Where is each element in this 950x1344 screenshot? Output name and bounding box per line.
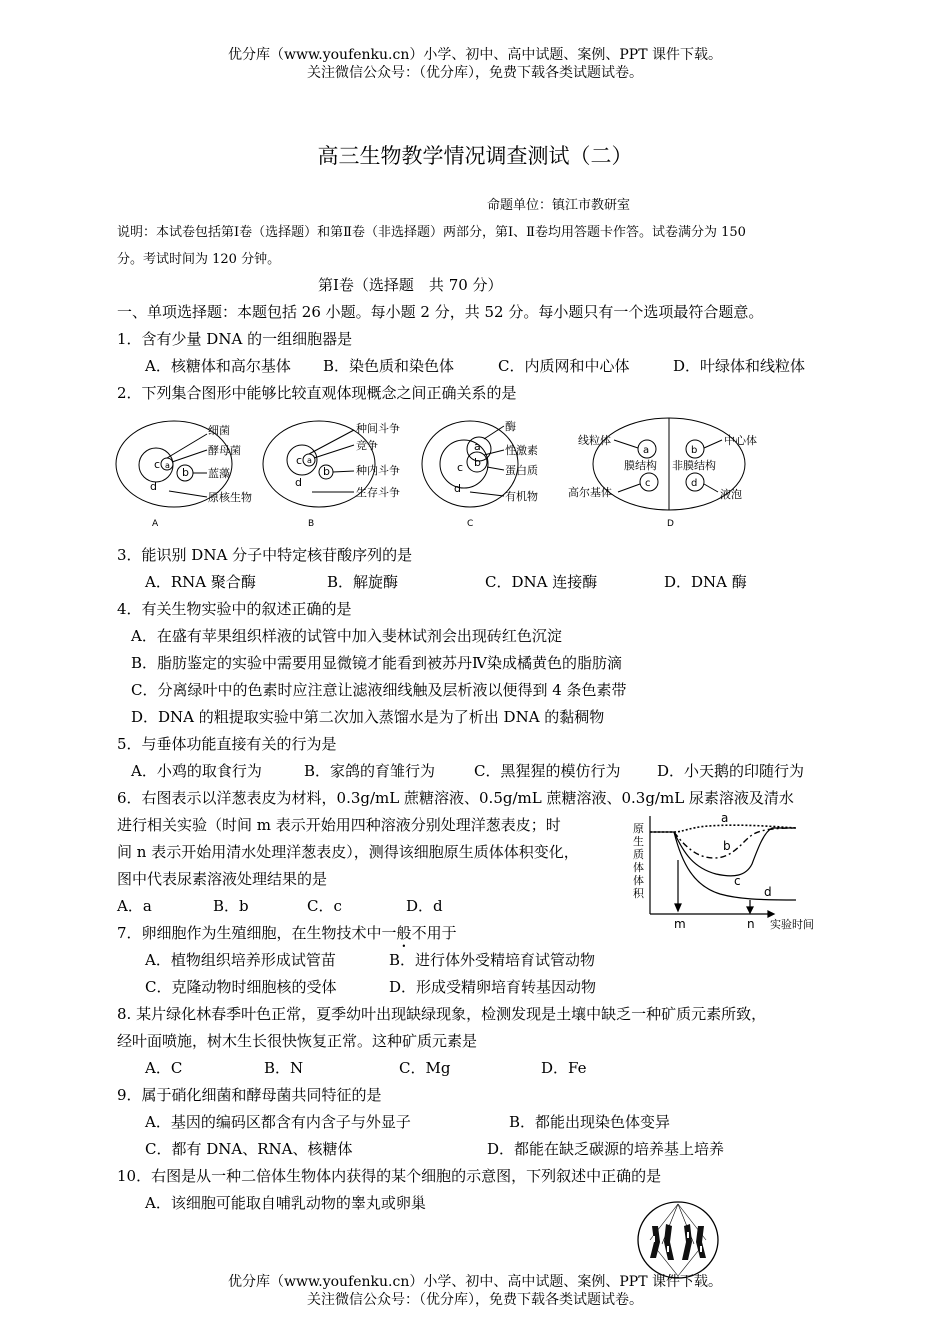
marker-n-label: n: [747, 917, 755, 931]
fig-a-label-4: 原核生物: [208, 491, 252, 504]
fig-a-label-2: 酵母菌: [208, 444, 241, 457]
q3-option-b: B．解旋酶: [327, 573, 399, 591]
q7-option-d: D．形成受精卵培育转基因动物: [389, 978, 597, 996]
fig-b-label-3: 种内斗争: [356, 464, 400, 477]
q3-stem: 3．能识别 DNA 分子中特定核苷酸序列的是: [117, 546, 413, 564]
fig-d-label-3: 高尔基体: [568, 486, 612, 499]
q9-option-b: B．都能出现染色体变异: [509, 1113, 671, 1131]
graph-ylabel-6: 积: [633, 887, 644, 900]
q6-stem-4: 图中代表尿素溶液处理结果的是: [117, 870, 328, 888]
q4-stem: 4．有关生物实验中的叙述正确的是: [117, 600, 352, 618]
q6-stem-1: 6．右图表示以洋葱表皮为材料，0.3g/mL 蔗糖溶液、0.5g/mL 蔗糖溶液、0.3g/mL 尿素溶液及清水: [117, 789, 794, 807]
q2-venn-figures: [112, 412, 772, 532]
q7-stem-pre: 7．卵细胞作为生殖细胞，在生物技术中一: [117, 924, 397, 942]
part-heading: 一、单项选择题：本题包括 26 小题。每小题 2 分，共 52 分。每小题只有一个选项最符合题意。: [117, 303, 764, 321]
fig-d-letter-d: d: [691, 478, 698, 489]
fig-c-letter-d: d: [454, 482, 461, 495]
header-line-2: 关注微信公众号：（优分库），免费下载各类试题试卷。: [307, 65, 643, 81]
q9-option-d: D．都能在缺乏碳源的培养基上培养: [487, 1140, 725, 1158]
q7-option-b: B．进行体外受精培育试管动物: [389, 951, 596, 969]
q8-stem-2: 经叶面喷施，树木生长很快恢复正常。这种矿质元素是: [117, 1032, 478, 1050]
q1-option-d: D．叶绿体和线粒体: [673, 357, 806, 375]
fig-d-letter-a: a: [643, 445, 650, 456]
fig-c-caption: C: [467, 519, 474, 529]
q8-option-a: A．C: [145, 1059, 183, 1077]
q4-option-d: D．DNA 的粗提取实验中第二次加入蒸馏水是为了析出 DNA 的黏稠物: [131, 708, 605, 726]
footer-line-2: 关注微信公众号：（优分库），免费下载各类试题试卷。: [307, 1292, 643, 1308]
fig-b-letter-b: b: [323, 465, 330, 478]
fig-b-caption: B: [308, 519, 315, 529]
fig-a-letter-b: b: [182, 466, 189, 479]
q8-option-c: C．Mg: [399, 1059, 451, 1077]
fig-b-letter-a: a: [307, 456, 312, 465]
fig-c-letter-b: b: [474, 456, 481, 469]
fig-d-label-5: 非膜结构: [672, 459, 716, 472]
q10-stem: 10．右图是从一种二倍体生物体内获得的某个细胞的示意图，下列叙述中正确的是: [117, 1167, 662, 1185]
q9-stem: 9．属于硝化细菌和酵母菌共同特征的是: [117, 1086, 382, 1104]
q7-option-a: A．植物组织培养形成试管苗: [145, 951, 336, 969]
curve-label-c: c: [734, 874, 741, 888]
fig-a-letter-c: c: [154, 458, 161, 471]
q4-option-a: A．在盛有苹果组织样液的试管中加入斐林试剂会出现砖红色沉淀: [131, 627, 562, 645]
fig-d-label-2: 膜结构: [624, 459, 657, 472]
footer-line-1: 优分库（www.youfenku.cn）小学、初中、高中试题、案例、PPT 课件下载。: [227, 1274, 722, 1290]
fig-a-label-1: 细菌: [208, 424, 230, 437]
q8-option-d: D．Fe: [541, 1059, 587, 1077]
q5-option-c: C．黑猩猩的模仿行为: [474, 762, 621, 780]
curve-c: [674, 828, 796, 876]
q1-option-b: B．染色质和染色体: [323, 357, 455, 375]
curve-b: [674, 828, 796, 858]
venn-figure-c: [422, 421, 518, 507]
curve-label-a: a: [721, 811, 729, 825]
q5-option-a: A．小鸡的取食行为: [131, 762, 262, 780]
page-title: 高三生物教学情况调查测试（二）: [317, 144, 633, 168]
fig-b-label-4: 生存斗争: [356, 486, 400, 499]
q6-option-b: B．b: [213, 897, 249, 915]
q6-volume-graph: [628, 810, 824, 934]
q7-stem-post: 不用于: [411, 924, 457, 942]
fig-c-letter-c: c: [457, 461, 464, 474]
fig-a-letter-d: d: [150, 480, 157, 493]
q7-stem-emphasis: 般: [396, 924, 412, 942]
q9-option-c: C．都有 DNA、RNA、核糖体: [145, 1140, 353, 1158]
curve-d: [674, 832, 796, 900]
fig-b-letter-c: c: [296, 454, 303, 467]
q6-stem-2: 进行相关实验（时间 m 表示开始用四种溶液分别处理洋葱表皮；时: [117, 816, 561, 834]
note-line-2: 分。考试时间为 120 分钟。: [117, 252, 281, 267]
q1-stem: 1．含有少量 DNA 的一组细胞器是: [117, 330, 353, 348]
fig-c-letter-a: a: [474, 440, 481, 453]
fig-b-label-1: 种间斗争: [356, 422, 400, 435]
q5-option-d: D．小天鹅的印随行为: [657, 762, 805, 780]
q4-option-c: C．分离绿叶中的色素时应注意让滤液细线触及层析液以便得到 4 条色素带: [131, 681, 627, 699]
q9-option-a: A．基因的编码区都含有内含子与外显子: [145, 1113, 411, 1131]
fig-a-letter-a: a: [165, 461, 170, 470]
fig-a-caption: A: [152, 519, 159, 529]
q10-option-a: A．该细胞可能取自哺乳动物的睾丸或卵巢: [145, 1194, 426, 1212]
q6-stem-3: 间 n 表示开始用清水处理洋葱表皮），测得该细胞原生质体体积变化，: [117, 843, 579, 861]
q3-option-c: C．DNA 连接酶: [485, 573, 598, 591]
x-axis-label: 实验时间: [770, 918, 814, 931]
graph-ylabel-4: 体: [633, 861, 644, 874]
fig-b-letter-d: d: [295, 476, 302, 489]
section-heading: 第Ⅰ卷（选择题 共 70 分）: [318, 276, 503, 294]
q6-option-a: A．a: [117, 897, 152, 915]
fig-d-label-4: 中心体: [724, 434, 757, 447]
q3-option-a: A．RNA 聚合酶: [145, 573, 256, 591]
fig-c-label-4: 有机物: [505, 490, 538, 503]
graph-ylabel-2: 生: [633, 835, 644, 848]
q8-stem-1: 8. 某片绿化林春季叶色正常，夏季幼叶出现缺绿现象，检测发现是土壤中缺乏一种矿质元素所致，: [117, 1005, 767, 1023]
note-line-1: 说明：本试卷包括第Ⅰ卷（选择题）和第Ⅱ卷（非选择题）两部分，第Ⅰ、Ⅱ卷均用答题卡作答。试卷满分为 150: [117, 225, 746, 240]
fig-c-label-2: 性激素: [505, 444, 538, 457]
fig-d-label-1: 线粒体: [578, 434, 611, 447]
graph-ylabel-3: 质: [633, 848, 644, 861]
graph-ylabel-1: 原: [633, 822, 644, 835]
graph-ylabel-5: 体: [633, 874, 644, 887]
q3-option-d: D．DNA 酶: [664, 573, 747, 591]
q7-option-c: C．克隆动物时细胞核的受体: [145, 978, 337, 996]
q8-option-b: B．N: [264, 1059, 304, 1077]
marker-m-label: m: [674, 917, 686, 931]
author: 命题单位：镇江市教研室: [487, 198, 631, 213]
fig-d-letter-b: b: [691, 445, 698, 456]
fig-a-label-3: 蓝藻: [208, 467, 230, 480]
q1-option-c: C．内质网和中心体: [498, 357, 630, 375]
q4-option-b: B．脂肪鉴定的实验中需要用显微镜才能看到被苏丹Ⅳ染成橘黄色的脂肪滴: [131, 654, 623, 672]
q5-option-b: B．家鸽的育雏行为: [304, 762, 436, 780]
fig-d-letter-c: c: [645, 478, 651, 489]
curve-label-d: d: [764, 885, 772, 899]
q5-stem: 5．与垂体功能直接有关的行为是: [117, 735, 337, 753]
q6-option-c: C．c: [307, 897, 342, 915]
q7-stem: [117, 923, 457, 951]
curve-label-b: b: [723, 839, 731, 853]
q2-stem: 2．下列集合图形中能够比较直观体现概念之间正确关系的是: [117, 384, 517, 402]
fig-c-label-3: 蛋白质: [505, 464, 538, 477]
fig-c-label-1: 酶: [505, 420, 516, 433]
q1-option-a: A．核糖体和高尔基体: [145, 357, 291, 375]
fig-d-label-6: 液泡: [720, 488, 742, 501]
q10-cell-diagram: [632, 1196, 728, 1282]
q6-option-d: D．d: [406, 897, 443, 915]
header-line-1: 优分库（www.youfenku.cn）小学、初中、高中试题、案例、PPT 课件下载。: [227, 47, 722, 63]
fig-b-label-2: 竞争: [356, 439, 378, 452]
fig-d-caption: D: [667, 519, 674, 529]
